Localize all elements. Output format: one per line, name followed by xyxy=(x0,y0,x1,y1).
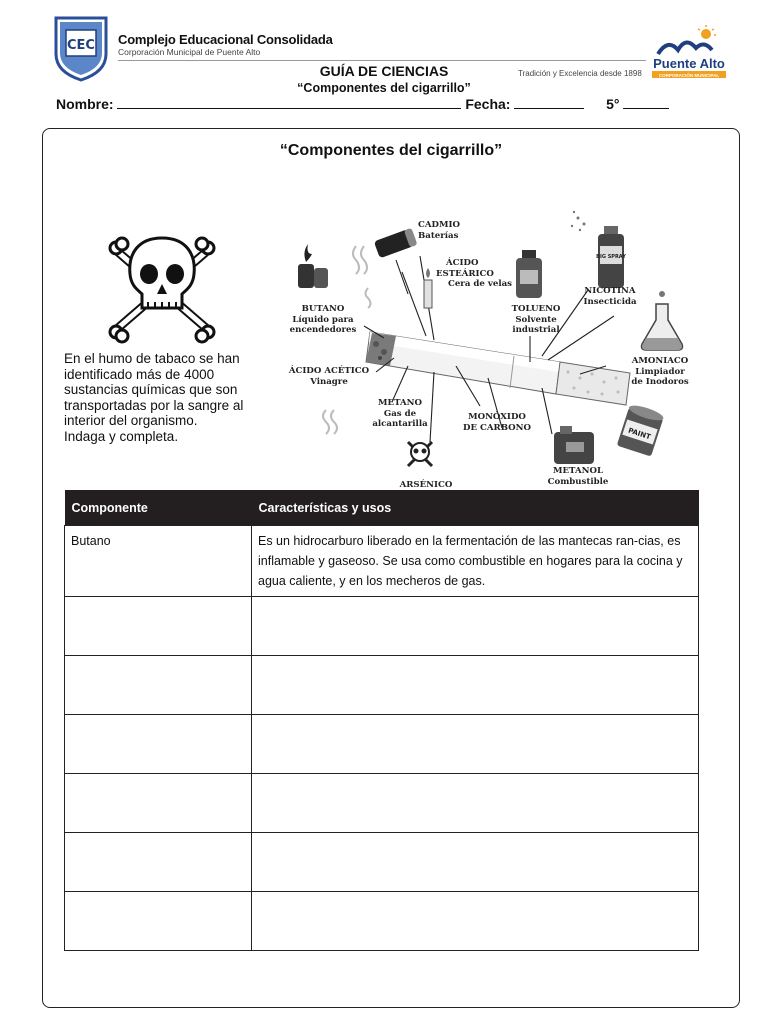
arsenic-skull-icon xyxy=(408,442,432,466)
component-cell[interactable] xyxy=(65,597,252,656)
school-subtitle: Corporación Municipal de Puente Alto xyxy=(118,47,261,57)
table-row xyxy=(65,715,699,774)
smoke-squiggle xyxy=(353,246,367,274)
candle-icon xyxy=(424,268,432,308)
pa-logo-sub: CORPORACIÓN MUNICIPAL xyxy=(658,73,720,78)
label-arsenico: ARSÉNICO xyxy=(399,480,453,490)
skull-crossbones-icon xyxy=(104,232,220,344)
paint-can-icon xyxy=(617,403,665,457)
motto-text: Tradición y Excelencia desde 1898 xyxy=(518,69,642,78)
sun-icon xyxy=(698,25,716,39)
component-cell[interactable] xyxy=(65,656,252,715)
spray-can-icon xyxy=(571,211,626,288)
component-cell[interactable] xyxy=(65,892,252,951)
intro-text-block xyxy=(64,351,276,444)
intro-paragraph: En el humo de tabaco se han identificado más de 4000 sustancias químicas que son transportadas por la sangre al interior del organismo. xyxy=(64,351,244,428)
label-metano: METANO Gas de alcantarilla xyxy=(372,398,428,429)
description-cell[interactable]: Es un hidrocarburo liberado en la fermentación de las mantecas ran-cias, es inflamable y gaseoso. Se usa como combustible en hogares para la cocina y agua caliente, y en los mecheros de gas. xyxy=(252,526,699,597)
smoke-squiggle xyxy=(323,410,337,434)
spray-can-text: BIG SPRAY xyxy=(596,254,626,260)
label-butano: BUTANO Líquido para encendedores xyxy=(289,304,357,335)
instruction-text: Indaga y completa. xyxy=(64,428,179,444)
component-cell[interactable] xyxy=(65,774,252,833)
school-logo-text: CEC xyxy=(67,38,95,53)
table-row xyxy=(65,833,699,892)
description-cell[interactable] xyxy=(252,833,699,892)
cigarette-illustration xyxy=(284,196,704,490)
label-acido-estearico: ÁCIDO ESTEÁRICO Cera de velas xyxy=(436,258,512,289)
name-field[interactable] xyxy=(117,96,461,109)
description-cell[interactable] xyxy=(252,774,699,833)
battery-icon xyxy=(374,228,418,259)
date-field[interactable] xyxy=(514,96,584,109)
smoke-squiggle xyxy=(366,288,371,308)
guide-title: GUÍA DE CIENCIAS xyxy=(319,63,449,79)
fuel-can-icon xyxy=(554,426,594,464)
label-amoniaco: AMONIACO Limpiador de Inodoros xyxy=(631,356,689,387)
label-nicotina: NICOTINA Insecticida xyxy=(583,286,637,307)
guide-subtitle: “Componentes del cigarrillo” xyxy=(297,81,471,95)
table-row xyxy=(65,774,699,833)
table-header-row xyxy=(65,490,699,526)
label-tolueno: TOLUENO Solvente industrial xyxy=(511,304,561,335)
school-name: Complejo Educacional Consolidada xyxy=(118,32,333,47)
component-cell[interactable] xyxy=(65,715,252,774)
components-table xyxy=(64,490,699,951)
student-info-line xyxy=(56,96,669,112)
table-row xyxy=(65,597,699,656)
column-header-componente: Componente xyxy=(65,490,252,526)
worksheet-title: “Componentes del cigarrillo” xyxy=(279,142,503,159)
table-row xyxy=(65,892,699,951)
grade-field[interactable] xyxy=(623,96,669,109)
table-row xyxy=(65,656,699,715)
component-cell[interactable]: Butano xyxy=(65,526,252,597)
name-label: Nombre: xyxy=(56,96,114,112)
label-metanol: METANOL Combustible xyxy=(547,466,609,487)
paint-can-text: PAINT xyxy=(627,426,652,442)
description-cell[interactable] xyxy=(252,892,699,951)
component-cell[interactable] xyxy=(65,833,252,892)
table-row xyxy=(65,526,699,597)
cigarette-icon xyxy=(366,332,630,405)
header-divider xyxy=(118,60,646,61)
pa-logo-name: Puente Alto xyxy=(653,56,725,71)
label-acido-acetico: ÁCIDO ACÉTICO Vinagre xyxy=(288,366,370,387)
grade-label: 5° xyxy=(606,96,620,112)
description-cell[interactable] xyxy=(252,597,699,656)
description-cell[interactable] xyxy=(252,656,699,715)
label-monoxido: MONÓXIDO DE CARBONO xyxy=(463,412,531,433)
label-cadmio: CADMIO Baterías xyxy=(418,220,460,241)
flask-icon xyxy=(642,291,683,350)
date-label: Fecha: xyxy=(465,96,511,112)
lighter-icon xyxy=(298,244,328,288)
illustration-art xyxy=(284,196,704,490)
description-cell[interactable] xyxy=(252,715,699,774)
column-header-caracteristicas: Características y usos xyxy=(252,490,699,526)
bottle-icon xyxy=(516,250,542,298)
puente-alto-logo xyxy=(650,24,728,82)
